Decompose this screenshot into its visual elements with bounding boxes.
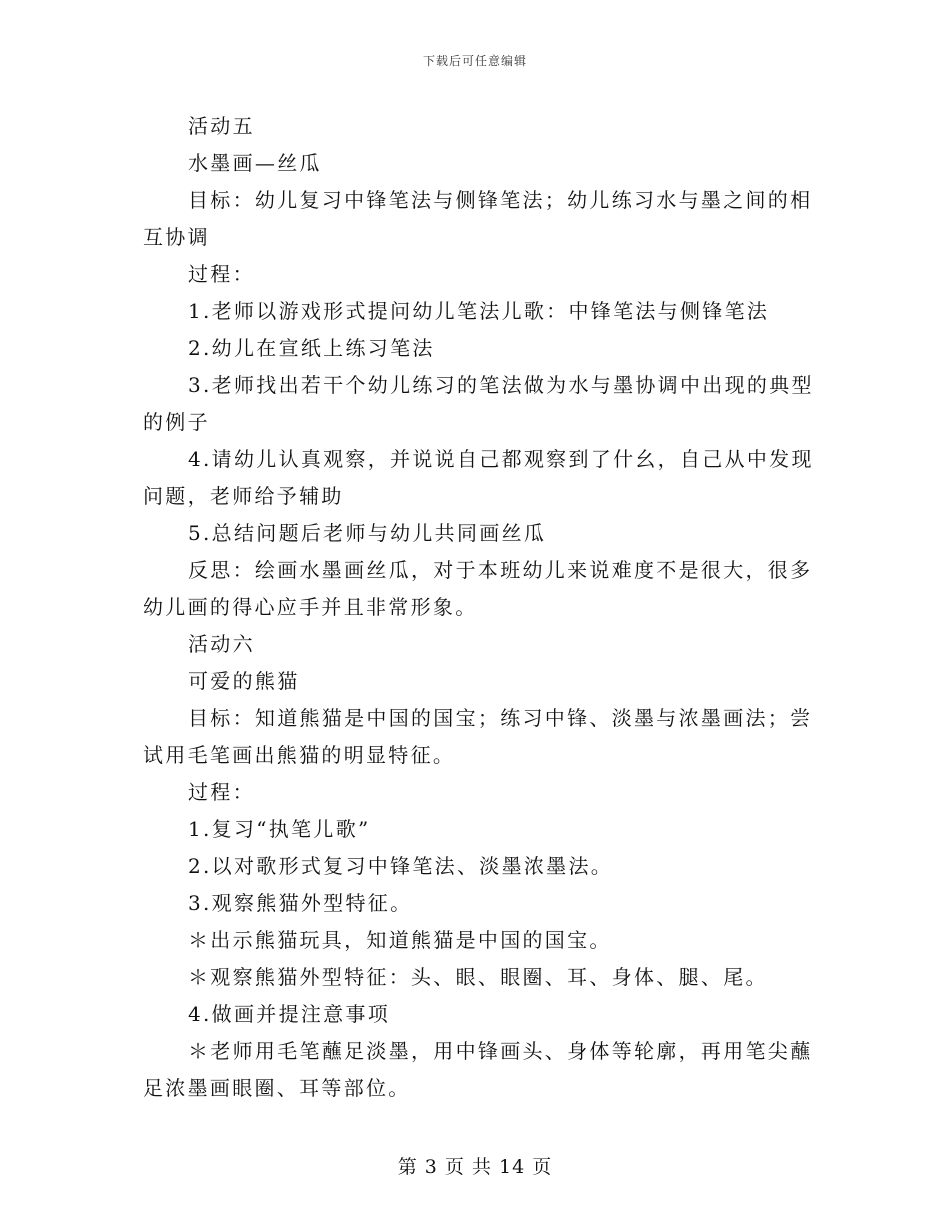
paragraph-line: 互协调 — [143, 225, 210, 249]
header-note: 下载后可任意编辑 — [422, 54, 527, 68]
paragraph-line: ＊老师用毛笔蘸足淡墨，用中锋画头、身体等轮廓，再用笔尖蘸 — [188, 1039, 813, 1063]
paragraph-line: 过程： — [188, 780, 255, 804]
paragraph-line: 幼儿画的得心应手并且非常形象。 — [143, 595, 478, 619]
paragraph-line: 可爱的熊猫 — [188, 669, 300, 693]
paragraph-line: 3.观察熊猫外型特征。 — [188, 891, 413, 915]
paragraph-line: ＊观察熊猫外型特征：头、眼、眼圈、耳、身体、腿、尾。 — [188, 965, 768, 989]
paragraph-line: 4.请幼儿认真观察，并说说自己都观察到了什幺，自己从中发现 — [188, 447, 814, 471]
paragraph-line: 目标：幼儿复习中锋笔法与侧锋笔法；幼儿练习水与墨之间的相 — [188, 188, 813, 212]
paragraph-line: 反思：绘画水墨画丝瓜，对于本班幼儿来说难度不是很大，很多 — [188, 558, 813, 582]
paragraph-line: 试用毛笔画出熊猫的明显特征。 — [143, 743, 456, 767]
paragraph-line: 2.以对歌形式复习中锋笔法、淡墨浓墨法。 — [188, 854, 614, 878]
paragraph-line: 1.复习“执笔儿歌” — [188, 817, 371, 841]
paragraph-line: 活动六 — [188, 632, 255, 656]
paragraph-line: 的例子 — [143, 410, 210, 434]
page-number-footer: 第 3 页 共 14 页 — [397, 1156, 553, 1178]
document-body — [143, 108, 814, 1107]
paragraph-line: ＊出示熊猫玩具，知道熊猫是中国的国宝。 — [188, 928, 612, 952]
paragraph-line: 5.总结问题后老师与幼儿共同画丝瓜 — [188, 521, 547, 545]
paragraph-line: 足浓墨画眼圈、耳等部位。 — [143, 1076, 411, 1100]
paragraph-line: 2.幼儿在宣纸上练习笔法 — [188, 336, 435, 360]
paragraph-line: 3.老师找出若干个幼儿练习的笔法做为水与墨协调中出现的典型 — [188, 373, 814, 397]
paragraph-line: 活动五 — [188, 114, 255, 138]
paragraph-line: 问题，老师给予辅助 — [143, 484, 344, 508]
paragraph-line: 4.做画并提注意事项 — [188, 1002, 391, 1026]
paragraph-line: 目标：知道熊猫是中国的国宝；练习中锋、淡墨与浓墨画法；尝 — [188, 706, 813, 730]
paragraph-line: 过程： — [188, 262, 255, 286]
paragraph-line: 1.老师以游戏形式提问幼儿笔法儿歌：中锋笔法与侧锋笔法 — [188, 299, 770, 323]
paragraph-line: 水墨画—丝瓜 — [188, 151, 322, 175]
